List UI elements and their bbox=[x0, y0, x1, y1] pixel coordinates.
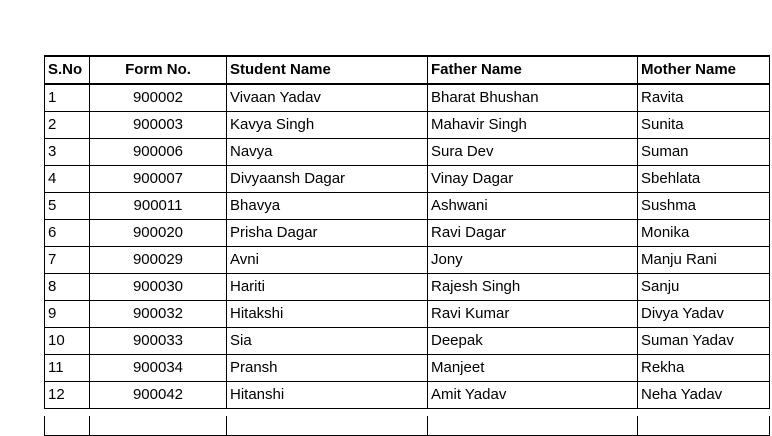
cell-student-name: Navya bbox=[227, 139, 428, 166]
cell-sno: 6 bbox=[45, 220, 90, 247]
cell-student-name: Hitakshi bbox=[227, 301, 428, 328]
table-row bbox=[45, 166, 770, 193]
cell-student-name: Pransh bbox=[227, 355, 428, 382]
cell-student-name: Prisha Dagar bbox=[227, 220, 428, 247]
cell-mother-name: Ravita bbox=[638, 84, 770, 112]
header-form-no: Form No. bbox=[90, 56, 227, 84]
cell-father-name: Ashwani bbox=[428, 193, 638, 220]
cell-mother-name: Sushma bbox=[638, 193, 770, 220]
cell-student-name: Bhavya bbox=[227, 193, 428, 220]
cell-student-name: Hariti bbox=[227, 274, 428, 301]
header-mother-name: Mother Name bbox=[638, 56, 770, 84]
cell-sno: 7 bbox=[45, 247, 90, 274]
cell-form-no: 900006 bbox=[90, 139, 227, 166]
header-father-name: Father Name bbox=[428, 56, 638, 84]
cell-form-no: 900011 bbox=[90, 193, 227, 220]
table-row bbox=[45, 193, 770, 220]
page-crop-edge bbox=[0, 409, 772, 416]
cell-student-name: Avni bbox=[227, 247, 428, 274]
cell-mother-name: Neha Yadav bbox=[638, 382, 770, 409]
cell-form-no: 900020 bbox=[90, 220, 227, 247]
cell-form-no: 900042 bbox=[90, 382, 227, 409]
table-row bbox=[45, 220, 770, 247]
cell-mother-name: Monika bbox=[638, 220, 770, 247]
cell-father-name: Jony bbox=[428, 247, 638, 274]
cell-sno: 12 bbox=[45, 382, 90, 409]
cell-form-no: 900002 bbox=[90, 84, 227, 112]
table-header-row bbox=[45, 56, 770, 84]
cell-father-name: Mahavir Singh bbox=[428, 112, 638, 139]
table-body bbox=[45, 84, 770, 436]
table-row bbox=[45, 84, 770, 112]
cell-father-name: Bharat Bhushan bbox=[428, 84, 638, 112]
table-row bbox=[45, 382, 770, 409]
cell-form-no: 900003 bbox=[90, 112, 227, 139]
cell-form-no: 900030 bbox=[90, 274, 227, 301]
header-sno: S.No bbox=[45, 56, 90, 84]
cell-sno: 11 bbox=[45, 355, 90, 382]
cell-mother-name: Suman Yadav bbox=[638, 328, 770, 355]
cell-student-name: Kavya Singh bbox=[227, 112, 428, 139]
cell-form-no: 900007 bbox=[90, 166, 227, 193]
cell-father-name: Amit Yadav bbox=[428, 382, 638, 409]
cell-sno: 2 bbox=[45, 112, 90, 139]
cell-sno: 1 bbox=[45, 84, 90, 112]
cell-mother-name: Divya Yadav bbox=[638, 301, 770, 328]
cell-student-name: Hitanshi bbox=[227, 382, 428, 409]
cell-sno: 8 bbox=[45, 274, 90, 301]
table-row bbox=[45, 247, 770, 274]
student-table bbox=[44, 55, 770, 436]
cell-sno: 4 bbox=[45, 166, 90, 193]
cell-student-name: Sia bbox=[227, 328, 428, 355]
cell-form-no: 900029 bbox=[90, 247, 227, 274]
table-row bbox=[45, 301, 770, 328]
cell-father-name: Manjeet bbox=[428, 355, 638, 382]
cell-mother-name: Rekha bbox=[638, 355, 770, 382]
cell-sno: 3 bbox=[45, 139, 90, 166]
table-row bbox=[45, 328, 770, 355]
table-row bbox=[45, 274, 770, 301]
cell-father-name: Vinay Dagar bbox=[428, 166, 638, 193]
table-row bbox=[45, 112, 770, 139]
header-student-name: Student Name bbox=[227, 56, 428, 84]
cell-mother-name: Sanju bbox=[638, 274, 770, 301]
cell-mother-name: Manju Rani bbox=[638, 247, 770, 274]
cell-father-name: Sura Dev bbox=[428, 139, 638, 166]
cell-sno: 9 bbox=[45, 301, 90, 328]
cell-mother-name: Suman bbox=[638, 139, 770, 166]
cell-form-no: 900032 bbox=[90, 301, 227, 328]
student-list-sheet bbox=[44, 55, 770, 436]
cell-sno: 5 bbox=[45, 193, 90, 220]
cell-sno: 10 bbox=[45, 328, 90, 355]
cell-mother-name: Sbehlata bbox=[638, 166, 770, 193]
table-row bbox=[45, 139, 770, 166]
cell-father-name: Deepak bbox=[428, 328, 638, 355]
cell-form-no: 900034 bbox=[90, 355, 227, 382]
cell-student-name: Divyaansh Dagar bbox=[227, 166, 428, 193]
table-row bbox=[45, 355, 770, 382]
cell-father-name: Rajesh Singh bbox=[428, 274, 638, 301]
cell-father-name: Ravi Dagar bbox=[428, 220, 638, 247]
cell-father-name: Ravi Kumar bbox=[428, 301, 638, 328]
cell-form-no: 900033 bbox=[90, 328, 227, 355]
cell-mother-name: Sunita bbox=[638, 112, 770, 139]
cell-student-name: Vivaan Yadav bbox=[227, 84, 428, 112]
